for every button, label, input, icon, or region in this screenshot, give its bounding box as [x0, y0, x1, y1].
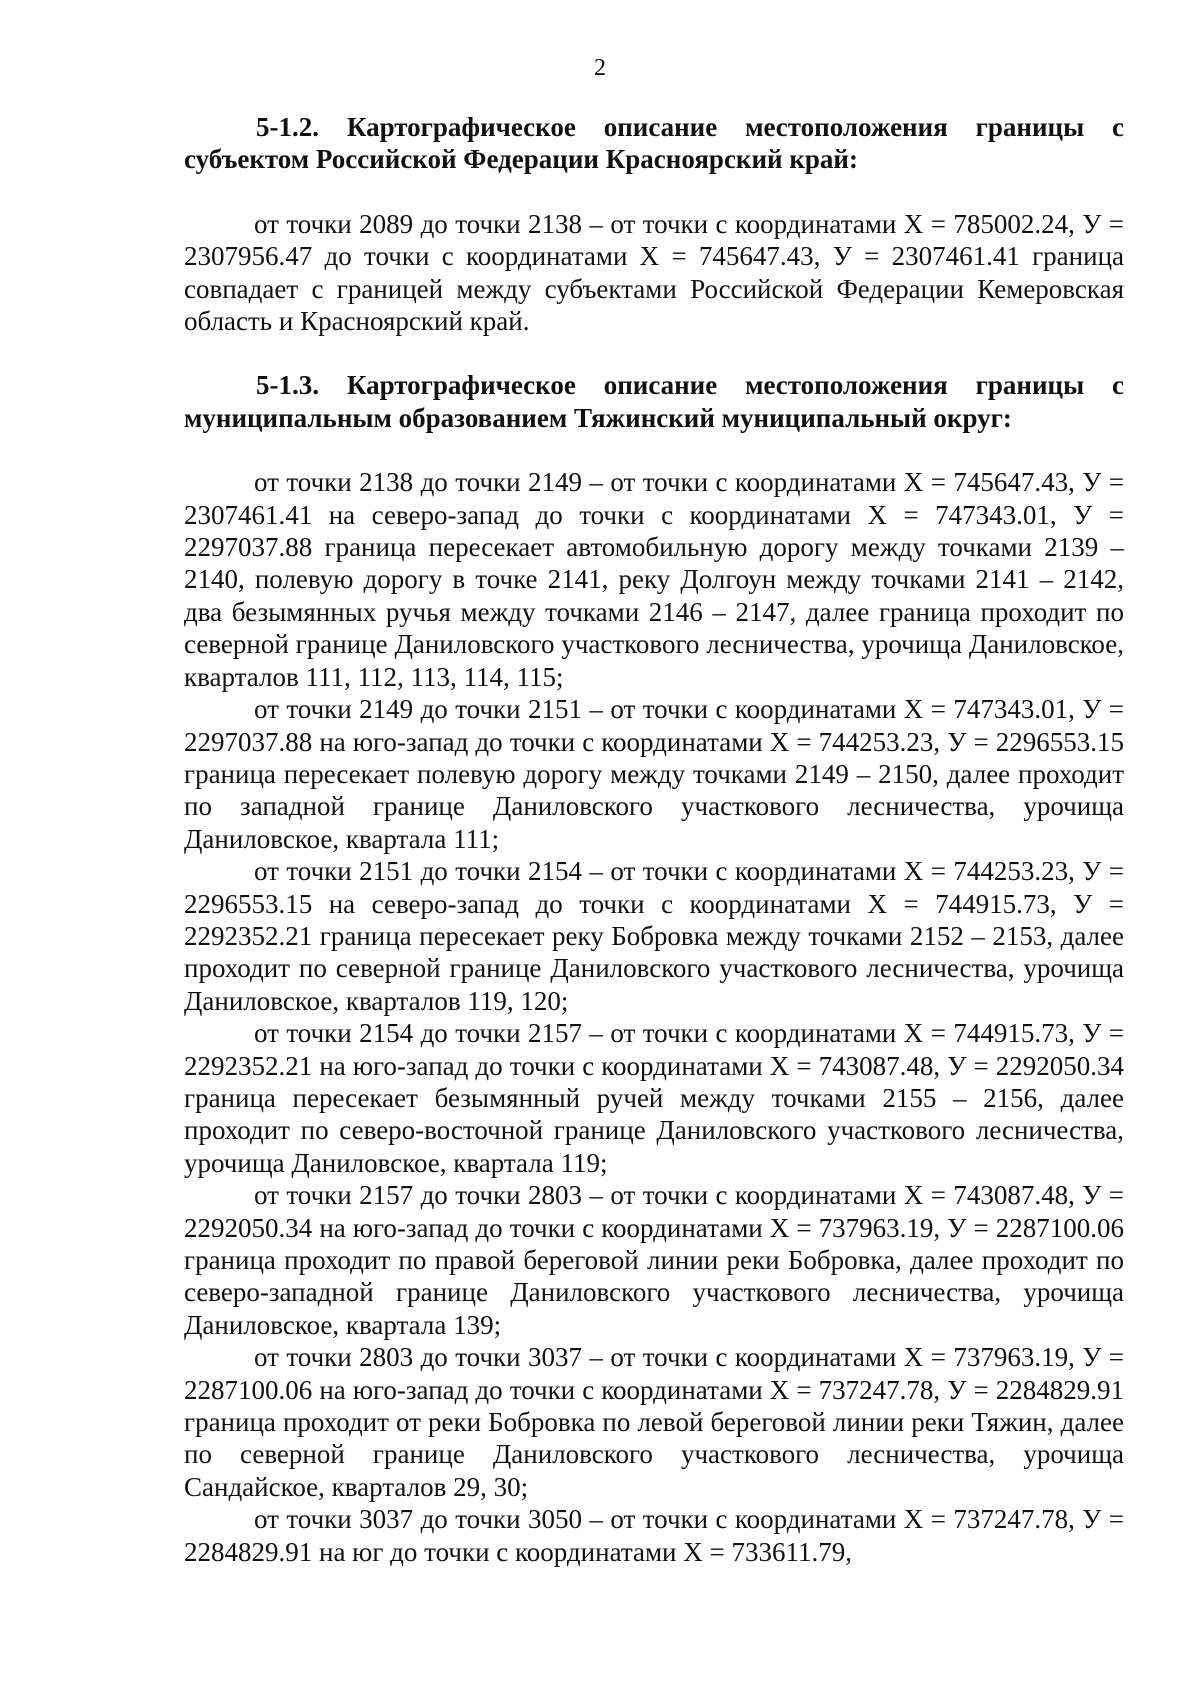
paragraph: от точки 2803 до точки 3037 – от точки с координатами Х = 737963.19, У = 2287100.06 на юго-запад до точки с координатами Х = 737247.78, У = 2284829.91 граница проходит от реки Бобровка по левой береговой линии реки Тяжин, далее по северной границе Даниловского участкового лесничества, урочища Сандайское, кварталов 29, 30;	[184, 1342, 1124, 1502]
section-5-1-3	[184, 369, 1124, 1568]
paragraph: от точки 2149 до точки 2151 – от точки с координатами Х = 747343.01, У = 2297037.88 на юго-запад до точки с координатами Х = 744253.23, У = 2296553.15 граница пересекает полевую дорогу между точками 2149 – 2150, далее проходит по западной границе Даниловского участкового лесничества, урочища Даниловское, квартала 111;	[184, 694, 1124, 854]
paragraph: от точки 2157 до точки 2803 – от точки с координатами Х = 743087.48, У = 2292050.34 на юго-запад до точки с координатами Х = 737963.19, У = 2287100.06 граница проходит по правой береговой линии реки Бобровка, далее проходит по северо-западной границе Даниловского участкового лесничества, урочища Даниловское, квартала 139;	[184, 1180, 1124, 1340]
paragraph: от точки 2151 до точки 2154 – от точки с координатами Х = 744253.23, У = 2296553.15 на северо-запад до точки с координатами Х = 744915.73, У = 2292352.21 граница пересекает реку Бобровка между точками 2152 – 2153, далее проходит по северной границе Даниловского участкового лесничества, урочища Даниловское, кварталов 119, 120;	[184, 856, 1124, 1016]
paragraph: от точки 3037 до точки 3050 – от точки с координатами Х = 737247.78, У = 2284829.91 на юг до точки с координатами Х = 733611.79,	[184, 1504, 1124, 1567]
section-heading: 5-1.2. Картографическое описание местоположения границы с субъектом Российской Федерации Красноярский край:	[184, 112, 1124, 175]
paragraph: от точки 2089 до точки 2138 – от точки с координатами Х = 785002.24, У = 2307956.47 до точки с координатами Х = 745647.43, У = 2307461.41 граница совпадает с границей между субъектами Российской Федерации Кемеровская область и Красноярский край.	[184, 208, 1124, 337]
document-body	[184, 111, 1124, 1568]
section-heading: 5-1.3. Картографическое описание местоположения границы с муниципальным образованием Тяжинский муниципальный округ:	[184, 370, 1124, 433]
section-5-1-2	[184, 111, 1124, 337]
paragraph: от точки 2154 до точки 2157 – от точки с координатами Х = 744915.73, У = 2292352.21 на юго-запад до точки с координатами Х = 743087.48, У = 2292050.34 граница пересекает безымянный ручей между точками 2155 – 2156, далее проходит по северо-восточной границе Даниловского участкового лесничества, урочища Даниловское, квартала 119;	[184, 1018, 1124, 1178]
page-number: 2	[594, 55, 606, 81]
paragraph: от точки 2138 до точки 2149 – от точки с координатами Х = 745647.43, У = 2307461.41 на северо-запад до точки с координатами Х = 747343.01, У = 2297037.88 граница пересекает автомобильную дорогу между точками 2139 – 2140, полевую дорогу в точке 2141, реку Долгоун между точками 2141 – 2142, два безымянных ручья между точками 2146 – 2147, далее граница проходит по северной границе Даниловского участкового лесничества, урочища Даниловское, кварталов 111, 112, 113, 114, 115;	[184, 467, 1124, 692]
